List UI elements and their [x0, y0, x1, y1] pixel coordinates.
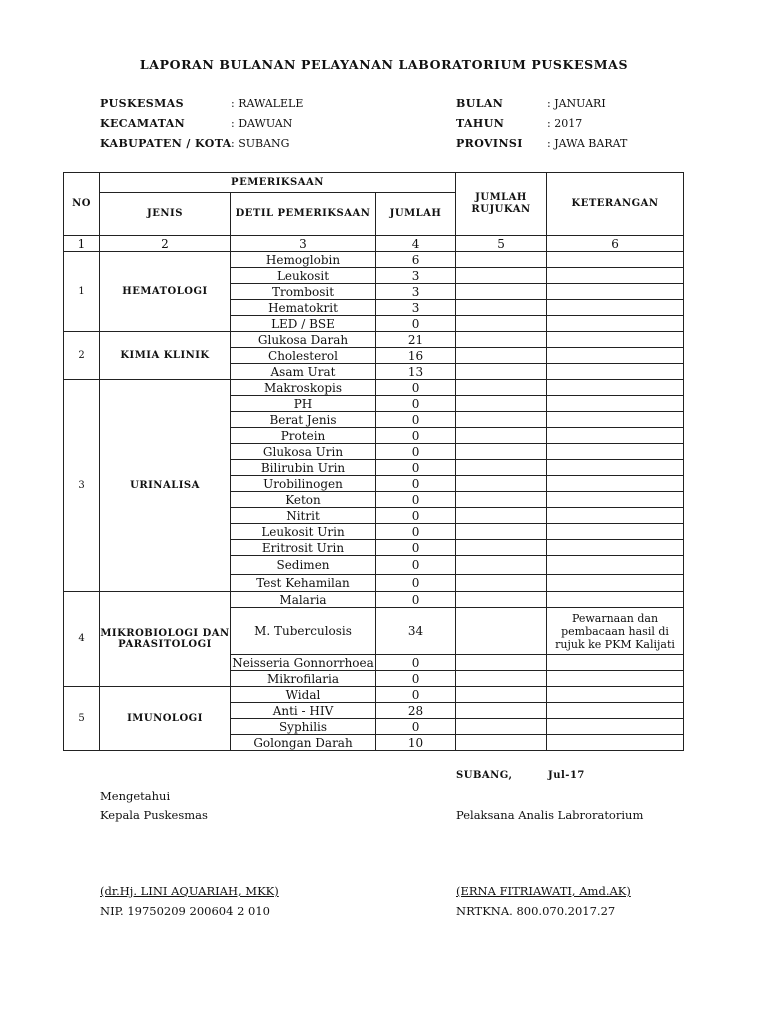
report-table	[63, 172, 684, 751]
rujukan-cell	[456, 524, 547, 540]
jumlah-cell: 0	[376, 687, 456, 703]
jumlah-cell: 10	[376, 735, 456, 751]
rujukan-cell	[456, 428, 547, 444]
rujukan-cell	[456, 719, 547, 735]
group-number: 5	[64, 687, 100, 751]
rujukan-cell	[456, 492, 547, 508]
jumlah-cell: 0	[376, 671, 456, 687]
group-jenis: MIKROBIOLOGI DAN PARASITOLOGI	[100, 592, 231, 687]
table-row	[64, 252, 684, 268]
bulan-value: : JANUARI	[547, 97, 606, 110]
report-body	[64, 252, 684, 751]
footer-kepala: Kepala Puskesmas	[100, 808, 208, 822]
rujukan-cell	[456, 364, 547, 380]
column-number: 5	[456, 236, 547, 252]
keterangan-cell	[547, 412, 684, 428]
jumlah-cell: 0	[376, 540, 456, 556]
report-title: LAPORAN BULANAN PELAYANAN LABORATORIUM PUSKESMAS	[139, 57, 629, 72]
keterangan-cell	[547, 492, 684, 508]
header-no: NO	[64, 173, 100, 236]
detil-cell: Leukosit Urin	[231, 524, 376, 540]
keterangan-cell	[547, 284, 684, 300]
detil-cell: Protein	[231, 428, 376, 444]
rujukan-cell	[456, 380, 547, 396]
tahun-value: : 2017	[547, 117, 583, 130]
detil-cell: Golongan Darah	[231, 735, 376, 751]
rujukan-cell	[456, 396, 547, 412]
header-keterangan: KETERANGAN	[547, 173, 684, 236]
keterangan-cell: Pewarnaan dan pembacaan hasil di rujuk ke PKM Kalijati	[547, 608, 684, 655]
group-number: 2	[64, 332, 100, 380]
rujukan-cell	[456, 460, 547, 476]
jumlah-cell: 0	[376, 592, 456, 608]
detil-cell: Leukosit	[231, 268, 376, 284]
keterangan-cell	[547, 316, 684, 332]
detil-cell: Widal	[231, 687, 376, 703]
detil-cell: Makroskopis	[231, 380, 376, 396]
keterangan-cell	[547, 524, 684, 540]
detil-cell: Cholesterol	[231, 348, 376, 364]
provinsi-label: PROVINSI	[456, 137, 523, 150]
detil-cell: Syphilis	[231, 719, 376, 735]
keterangan-cell	[547, 252, 684, 268]
keterangan-cell	[547, 380, 684, 396]
provinsi-value: : JAWA BARAT	[547, 137, 628, 150]
kabupaten-value: : SUBANG	[231, 137, 290, 150]
keterangan-cell	[547, 508, 684, 524]
table-row	[64, 687, 684, 703]
rujukan-cell	[456, 575, 547, 592]
footer-mengetahui: Mengetahui	[100, 789, 171, 803]
rujukan-cell	[456, 608, 547, 655]
rujukan-cell	[456, 300, 547, 316]
puskesmas-value: : RAWALELE	[231, 97, 304, 110]
jumlah-cell: 21	[376, 332, 456, 348]
rujukan-cell	[456, 671, 547, 687]
group-number: 4	[64, 592, 100, 687]
kecamatan-label: KECAMATAN	[100, 117, 186, 130]
keterangan-cell	[547, 540, 684, 556]
jumlah-cell: 0	[376, 556, 456, 575]
detil-cell: Glukosa Urin	[231, 444, 376, 460]
header-jumlah-rujukan	[456, 173, 547, 236]
header-pemeriksaan: PEMERIKSAAN	[100, 173, 456, 193]
header-jumlah: JUMLAH	[376, 193, 456, 236]
group-jenis: KIMIA KLINIK	[100, 332, 231, 380]
signatory-left-id: NIP. 19750209 200604 2 010	[100, 904, 270, 918]
keterangan-cell	[547, 428, 684, 444]
jumlah-cell: 0	[376, 316, 456, 332]
keterangan-cell	[547, 592, 684, 608]
keterangan-cell	[547, 348, 684, 364]
puskesmas-label: PUSKESMAS	[100, 97, 184, 110]
detil-cell: Anti - HIV	[231, 703, 376, 719]
jumlah-cell: 3	[376, 284, 456, 300]
detil-cell: Keton	[231, 492, 376, 508]
column-number: 1	[64, 236, 100, 252]
keterangan-cell	[547, 655, 684, 671]
detil-cell: Asam Urat	[231, 364, 376, 380]
keterangan-cell	[547, 687, 684, 703]
bulan-label: BULAN	[456, 97, 504, 110]
keterangan-cell	[547, 364, 684, 380]
column-number: 3	[231, 236, 376, 252]
detil-cell: Urobilinogen	[231, 476, 376, 492]
keterangan-cell	[547, 476, 684, 492]
jumlah-cell: 34	[376, 608, 456, 655]
detil-cell: Neisseria Gonnorrhoea	[232, 655, 374, 670]
jumlah-cell: 6	[376, 252, 456, 268]
detil-cell: Sedimen	[231, 556, 376, 575]
detil-cell: Malaria	[231, 592, 376, 608]
detil-cell: LED / BSE	[231, 316, 376, 332]
column-number: 4	[376, 236, 456, 252]
jumlah-cell: 0	[376, 655, 456, 671]
signatory-left-name: (dr.Hj. LINI AQUARIAH, MKK)	[100, 884, 279, 898]
group-jenis: IMUNOLOGI	[100, 687, 231, 751]
jumlah-cell: 0	[376, 380, 456, 396]
signatory-right-id: NRTKNA. 800.070.2017.27	[456, 904, 616, 918]
rujukan-cell	[456, 655, 547, 671]
keterangan-cell	[547, 300, 684, 316]
detil-cell: Trombosit	[231, 284, 376, 300]
rujukan-cell	[456, 412, 547, 428]
jumlah-cell: 0	[376, 444, 456, 460]
jumlah-cell: 3	[376, 268, 456, 284]
column-number: 2	[100, 236, 231, 252]
jumlah-cell: 3	[376, 300, 456, 316]
kecamatan-value: : DAWUAN	[231, 117, 293, 130]
signatory-right-name: (ERNA FITRIAWATI, Amd.AK)	[456, 884, 631, 898]
keterangan-cell	[547, 671, 684, 687]
keterangan-cell	[547, 735, 684, 751]
jumlah-cell: 0	[376, 460, 456, 476]
keterangan-cell	[547, 460, 684, 476]
jumlah-cell: 16	[376, 348, 456, 364]
keterangan-cell	[547, 444, 684, 460]
rujukan-cell	[456, 592, 547, 608]
rujukan-cell	[456, 476, 547, 492]
header-detil: DETIL PEMERIKSAAN	[231, 193, 376, 236]
detil-cell: Eritrosit Urin	[231, 540, 376, 556]
info-right	[456, 97, 706, 157]
detil-cell: Hemoglobin	[231, 252, 376, 268]
jumlah-cell: 0	[376, 492, 456, 508]
table-row	[64, 380, 684, 396]
detil-cell: Nitrit	[231, 508, 376, 524]
detil-cell: M. Tuberculosis	[231, 608, 376, 655]
jumlah-cell: 0	[376, 575, 456, 592]
rujukan-cell	[456, 556, 547, 575]
keterangan-cell	[547, 703, 684, 719]
header-jenis: JENIS	[100, 193, 231, 236]
keterangan-cell	[547, 396, 684, 412]
detil-cell: PH	[231, 396, 376, 412]
rujukan-cell	[456, 316, 547, 332]
column-number-row	[64, 236, 684, 252]
jumlah-cell: 0	[376, 508, 456, 524]
info-left	[100, 97, 420, 157]
jumlah-cell: 13	[376, 364, 456, 380]
keterangan-cell	[547, 719, 684, 735]
header-rujukan-line1: JUMLAH	[475, 192, 527, 203]
rujukan-cell	[456, 703, 547, 719]
detil-cell: Bilirubin Urin	[231, 460, 376, 476]
table-row	[64, 592, 684, 608]
keterangan-cell	[547, 332, 684, 348]
rujukan-cell	[456, 332, 547, 348]
rujukan-cell	[456, 735, 547, 751]
keterangan-cell	[547, 268, 684, 284]
rujukan-cell	[456, 540, 547, 556]
rujukan-cell	[456, 348, 547, 364]
footer-date: Jul-17	[548, 770, 585, 781]
rujukan-cell	[456, 268, 547, 284]
kabupaten-label: KABUPATEN / KOTA	[100, 137, 232, 150]
detil-cell: Test Kehamilan	[231, 575, 376, 592]
header-rujukan-line2: RUJUKAN	[471, 204, 531, 215]
rujukan-cell	[456, 252, 547, 268]
rujukan-cell	[456, 687, 547, 703]
tahun-label: TAHUN	[456, 117, 505, 130]
group-number: 1	[64, 252, 100, 332]
footer-pelaksana: Pelaksana Analis Labroratorium	[456, 808, 644, 822]
rujukan-cell	[456, 444, 547, 460]
jumlah-cell: 0	[376, 428, 456, 444]
rujukan-cell	[456, 284, 547, 300]
table-row	[64, 332, 684, 348]
jumlah-cell: 0	[376, 396, 456, 412]
jumlah-cell: 0	[376, 524, 456, 540]
jumlah-cell: 0	[376, 412, 456, 428]
column-number: 6	[547, 236, 684, 252]
footer-place: SUBANG,	[456, 770, 513, 781]
group-jenis: URINALISA	[100, 380, 231, 592]
detil-cell: Glukosa Darah	[231, 332, 376, 348]
detil-cell: Mikrofilaria	[231, 671, 376, 687]
detil-cell: Hematokrit	[231, 300, 376, 316]
detil-cell: Berat Jenis	[231, 412, 376, 428]
group-jenis: HEMATOLOGI	[100, 252, 231, 332]
rujukan-cell	[456, 508, 547, 524]
keterangan-cell	[547, 556, 684, 575]
keterangan-cell	[547, 575, 684, 592]
jumlah-cell: 0	[376, 476, 456, 492]
jumlah-cell: 0	[376, 719, 456, 735]
group-number: 3	[64, 380, 100, 592]
jumlah-cell: 28	[376, 703, 456, 719]
